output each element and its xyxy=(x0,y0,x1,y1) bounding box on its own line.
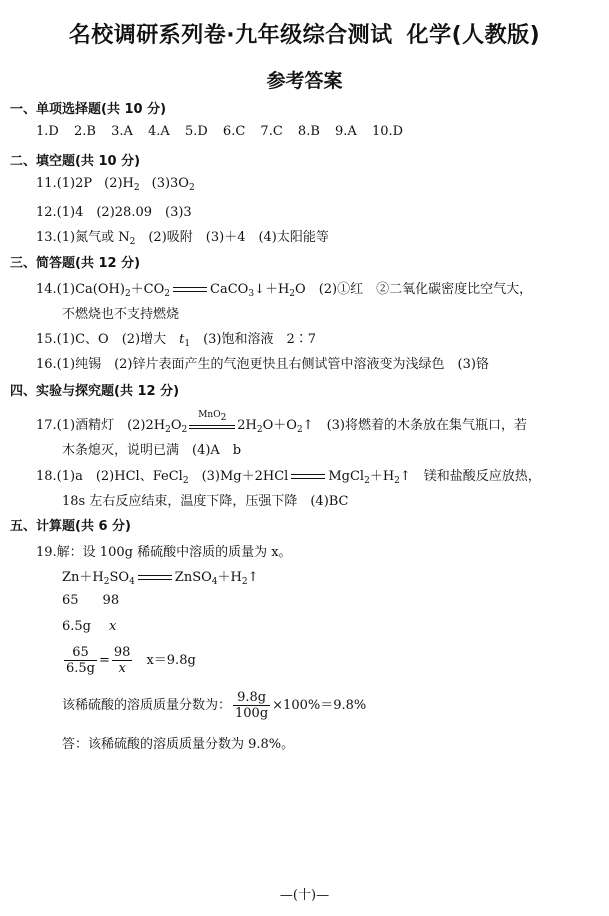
section-experiment: 四、实验与探究题(共 12 分) xyxy=(10,384,180,399)
answer-q19-intro: 19.解：设 100g 稀硫酸中溶质的质量为 x。 xyxy=(36,545,292,560)
mcq-answer: 7.C xyxy=(260,124,283,139)
mcq-answer: 8.B xyxy=(297,124,320,139)
answer-q14: $14.(1)Ca(OH)_2+CO_2$ $CaCO_3↓+H_2O$ (2)①红 ②二氧化碳密度比空气大， xyxy=(36,282,533,299)
q19-molar-masses: 65 98 xyxy=(62,593,120,608)
page-title xyxy=(0,18,609,49)
answer-q17-cont: 木条熄灭，说明已满 (4)A b xyxy=(62,443,242,458)
answer-q14-cont: 不燃烧也不支持燃烧 xyxy=(62,307,180,322)
equals-sign xyxy=(173,287,207,292)
section-single-choice: 一、单项选择题(共 10 分) xyxy=(10,102,167,117)
answer-q17: 17.(1)酒精灯 $(2)2H_2O_2$ MnO$_2$ $2H_2O+O_2↑$ (3)将燃着的木条放在集气瓶口，若 xyxy=(36,409,527,435)
catalyst-condition: MnO$_2$ xyxy=(189,423,235,429)
mcq-answer: 6.C xyxy=(222,124,246,139)
section-calculation: 五、计算题(共 6 分) xyxy=(10,519,131,534)
subject-title: 化学(人教版) xyxy=(406,23,541,48)
series-title: 名校调研系列卷·九年级综合测试 xyxy=(68,23,393,48)
answer-q18-cont: 18s 左右反应结束，温度下降，压强下降 (4)BC xyxy=(62,494,349,509)
mcq-answer: 4.A xyxy=(148,124,170,139)
answer-q15: 15.(1)C、O (2)增大 $t_1$ (3)饱和溶液 2∶7 xyxy=(36,332,317,349)
q19-equation: $Zn+H_2SO_4$ $ZnSO_4+H_2↑$ xyxy=(62,570,259,587)
page-number: —(十)— xyxy=(279,888,330,903)
equals-sign xyxy=(291,474,325,479)
mcq-answer: 2.B xyxy=(73,124,96,139)
q19-conclusion: 答：该稀硫酸的溶质质量分数为 9.8%。 xyxy=(62,737,295,752)
mcq-answer: 10.D xyxy=(371,124,404,139)
q19-proportion: $\frac{65}{6.5g}$ = $\frac{98}{x}$ x＝9.8g xyxy=(66,645,196,676)
answer-q11: 11.(1)2P $(2)H_2$ $(3)3O_2$ xyxy=(36,176,195,193)
answer-q13: 13.(1)氮气或 $N_2$ (2)吸附 (3)＋4 (4)太阳能等 xyxy=(36,230,329,247)
equals-sign xyxy=(138,575,172,580)
mcq-answer: 3.A xyxy=(111,124,133,139)
mcq-answer: 1.D xyxy=(36,124,59,139)
fraction: $\frac{65}{6.5g}$ xyxy=(66,645,95,676)
section-fill-in: 二、填空题(共 10 分) xyxy=(10,154,141,169)
answer-q16: 16.(1)纯锡 (2)锌片表面产生的气泡更快且右侧试管中溶液变为浅绿色 (3)铬 xyxy=(36,357,489,372)
mcq-answers xyxy=(36,124,414,139)
q19-masses: 6.5g x xyxy=(62,619,117,634)
answer-q12: 12.(1)4 (2)28.09 (3)3 xyxy=(36,205,192,220)
mcq-answer: 5.D xyxy=(184,124,208,139)
answer-q18: 18.(1)a (2)HCl、FeCl$_2$ (3)Mg＋2HCl $MgCl_2+H_2↑$ 镁和盐酸反应放热， xyxy=(36,469,541,486)
fraction: $\frac{9.8g}{100g}$ xyxy=(235,690,269,721)
answer-key-heading: 参考答案 xyxy=(266,70,343,92)
section-short-answer: 三、简答题(共 12 分) xyxy=(10,256,141,271)
q19-percentage: 该稀硫酸的溶质质量分数为： $\frac{9.8g}{100g}$ ×100%＝9.8% xyxy=(62,690,367,721)
mcq-answer: 9.A xyxy=(335,124,357,139)
fraction: $\frac{98}{x}$ xyxy=(113,645,131,676)
